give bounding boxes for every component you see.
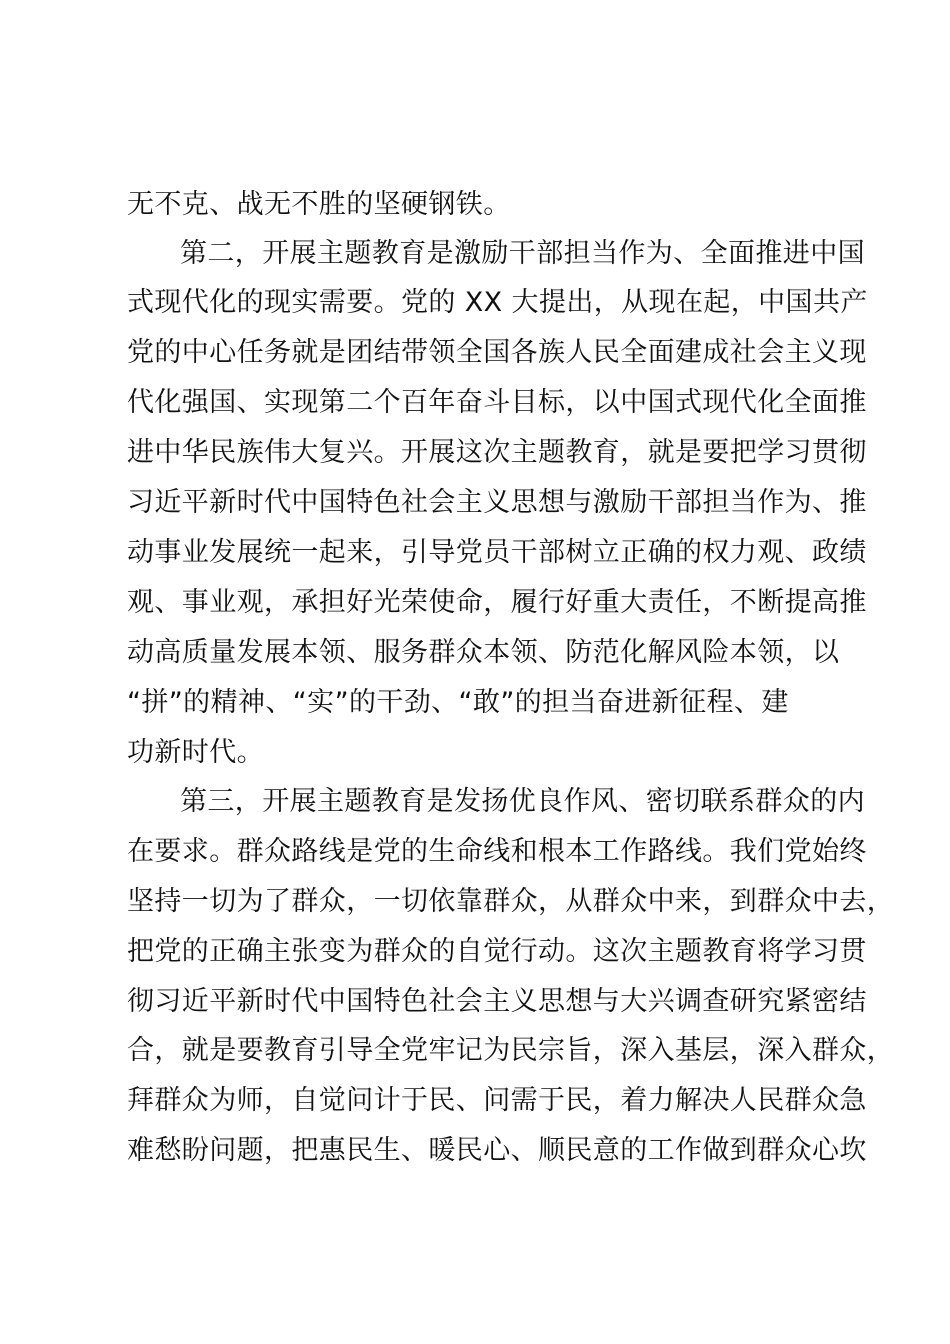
- text-line: 拜群众为师，自觉问计于民、问需于民，着力解决人民群众急: [127, 1085, 867, 1116]
- text-line: 观、事业观，承担好光荣使命，履行好重大责任，不断提高推: [127, 587, 867, 618]
- text-line: 坚持一切为了群众，一切依靠群众，从群众中来，到群众中去，: [127, 886, 895, 917]
- paragraph-start-line: 第二，开展主题教育是激励干部担当作为、全面推进中国: [180, 238, 865, 269]
- text-line: 进中华民族伟大复兴。开展这次主题教育，就是要把学习贯彻: [127, 437, 867, 468]
- text-line: 功新时代。: [127, 737, 264, 768]
- text-line: 无不克、战无不胜的坚硬钢铁。: [127, 189, 511, 220]
- text-line: 式现代化的现实需要。党的 XX 大提出，从现在起，中国共产: [127, 287, 868, 318]
- text-line: 动事业发展统一起来，引导党员干部树立正确的权力观、政绩: [127, 537, 867, 568]
- text-line: 合，就是要教育引导全党牢记为民宗旨，深入基层，深入群众，: [127, 1035, 895, 1066]
- text-line: “拼”的精神、“实”的干劲、“敢”的担当奋进新征程、建: [127, 687, 789, 718]
- paragraph-start-line: 第三，开展主题教育是发扬优良作风、密切联系群众的内: [180, 786, 865, 817]
- text-line: 把党的正确主张变为群众的自觉行动。这次主题教育将学习贯: [127, 936, 867, 967]
- text-line: 动高质量发展本领、服务群众本领、防范化解风险本领，以: [127, 637, 840, 668]
- text-line: 在要求。群众路线是党的生命线和根本工作路线。我们党始终: [127, 836, 867, 867]
- text-line: 习近平新时代中国特色社会主义思想与激励干部担当作为、推: [127, 487, 867, 518]
- text-line: 党的中心任务就是团结带领全国各族人民全面建成社会主义现: [127, 337, 867, 368]
- text-line: 难愁盼问题，把惠民生、暖民心、顺民意的工作做到群众心坎: [127, 1135, 867, 1166]
- text-line: 彻习近平新时代中国特色社会主义思想与大兴调查研究紧密结: [127, 986, 867, 1017]
- text-line: 代化强国、实现第二个百年奋斗目标，以中国式现代化全面推: [127, 387, 867, 418]
